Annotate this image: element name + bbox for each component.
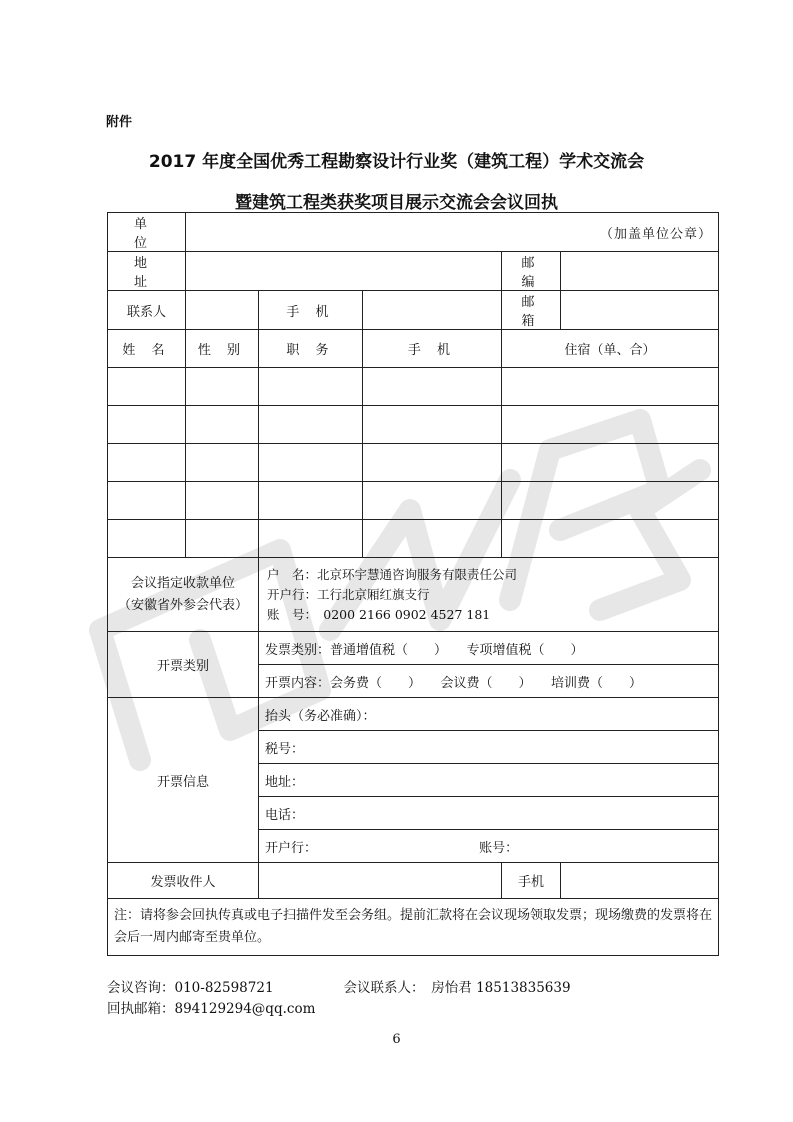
attendee-cell[interactable] [363, 482, 502, 520]
attendee-cell[interactable] [186, 520, 259, 558]
page-title: 2017 年度全国优秀工程勘察设计行业奖（建筑工程）学术交流会 [148, 152, 645, 172]
attendee-cell[interactable] [363, 520, 502, 558]
attendee-cell[interactable] [502, 520, 719, 558]
payee-bank: 开户行：工行北京厢红旗支行 [267, 586, 430, 602]
page-subtitle: 暨建筑工程类获奖项目展示交流会会议回执 [235, 193, 558, 213]
address-label: 地 址 [108, 252, 186, 291]
payee-info [259, 558, 719, 632]
invoice-info-row [108, 698, 719, 731]
attendee-cell[interactable] [186, 482, 259, 520]
gender-header: 性 别 [186, 330, 259, 368]
name-header: 姓 名 [108, 330, 186, 368]
note-text: 注：请将参会回执传真或电子扫描件发至会务组。提前汇款将在会议现场领取发票；现场缴费的发票将在会后一周内邮寄至贵单位。 [108, 899, 719, 956]
invoice-info-label: 开票信息 [108, 698, 259, 863]
invoice-type-options[interactable]: 发票类别：普通增值税（ ） 专项增值税（ ） [259, 632, 719, 665]
receipt-email: 回执邮箱：894129294@qq.com [107, 1001, 316, 1017]
attendee-row [108, 406, 719, 444]
phone-field[interactable] [363, 291, 502, 330]
contact-field[interactable] [186, 291, 259, 330]
payee-account-no: 账 号： 0200 2166 0902 4527 181 [267, 606, 491, 622]
email-field[interactable] [561, 291, 719, 330]
registration-form [107, 212, 719, 956]
attendee-cell[interactable] [108, 444, 186, 482]
page-number: 6 [392, 1032, 401, 1047]
invoice-content-options[interactable]: 开票内容：会务费（ ） 会议费（ ） 培训费（ ） [259, 665, 719, 698]
attendee-cell[interactable] [363, 444, 502, 482]
invoice-type-label: 开票类别 [108, 632, 259, 698]
meeting-contact: 会议联系人： 房怡君 18513835639 [343, 980, 571, 996]
email-label: 邮 箱 [502, 291, 561, 330]
address-row [108, 252, 719, 291]
address-field[interactable] [186, 252, 502, 291]
attendee-cell[interactable] [259, 520, 363, 558]
invoice-address-field[interactable]: 地址： [259, 764, 719, 797]
seal-note: （加盖单位公章） [600, 226, 713, 242]
attendee-cell[interactable] [259, 444, 363, 482]
note-row [108, 899, 719, 956]
attendee-cell[interactable] [186, 406, 259, 444]
attendee-cell[interactable] [108, 406, 186, 444]
postcode-label: 邮 编 [502, 252, 561, 291]
attendee-cell[interactable] [259, 406, 363, 444]
invoice-tax-field[interactable]: 税号： [259, 731, 719, 764]
attendee-cell[interactable] [108, 482, 186, 520]
postcode-field[interactable] [561, 252, 719, 291]
position-header: 职 务 [259, 330, 363, 368]
attendee-row [108, 520, 719, 558]
footer-line-1 [107, 976, 571, 996]
unit-row [108, 213, 719, 252]
payee-account-name: 户 名：北京环宇慧通咨询服务有限责任公司 [267, 566, 518, 582]
unit-label: 单 位 [108, 213, 186, 252]
contact-row [108, 291, 719, 330]
receiver-phone-field[interactable] [561, 863, 719, 899]
attendee-cell[interactable] [502, 482, 719, 520]
phone-label: 手 机 [259, 291, 363, 330]
attendee-row [108, 368, 719, 406]
invoice-header-field[interactable]: 抬头（务必准确）： [259, 698, 719, 731]
receiver-row [108, 863, 719, 899]
receiver-label: 发票收件人 [108, 863, 259, 899]
unit-field[interactable] [186, 213, 719, 252]
attendee-header-row [108, 330, 719, 368]
attendee-cell[interactable] [363, 368, 502, 406]
contact-label: 联系人 [108, 291, 186, 330]
invoice-type-row [108, 632, 719, 665]
attendee-cell[interactable] [108, 520, 186, 558]
mobile-header: 手 机 [363, 330, 502, 368]
attendee-cell[interactable] [502, 368, 719, 406]
attendee-cell[interactable] [502, 406, 719, 444]
receiver-field[interactable] [259, 863, 502, 899]
consult-phone: 会议咨询：010-82598721 [107, 980, 274, 996]
attendee-cell[interactable] [259, 482, 363, 520]
attendee-cell[interactable] [186, 444, 259, 482]
payee-label [108, 558, 259, 632]
attendee-cell[interactable] [186, 368, 259, 406]
attendee-cell[interactable] [259, 368, 363, 406]
attachment-label: 附件 [106, 115, 133, 130]
attendee-row [108, 482, 719, 520]
attendee-cell[interactable] [363, 406, 502, 444]
payee-row [108, 558, 719, 632]
attendee-row [108, 444, 719, 482]
payee-title: 会议指定收款单位 [130, 575, 235, 591]
lodging-header: 住宿（单、合） [502, 330, 719, 368]
invoice-phone-field[interactable]: 电话： [259, 797, 719, 830]
attendee-cell[interactable] [502, 444, 719, 482]
invoice-bank-field[interactable] [259, 830, 719, 863]
payee-subtitle: （安徽省外参会代表） [117, 597, 248, 613]
invoice-account-label: 账号： [479, 840, 519, 856]
receiver-phone-label: 手机 [502, 863, 561, 899]
attendee-cell[interactable] [108, 368, 186, 406]
invoice-bank-label: 开户行： [265, 840, 318, 856]
